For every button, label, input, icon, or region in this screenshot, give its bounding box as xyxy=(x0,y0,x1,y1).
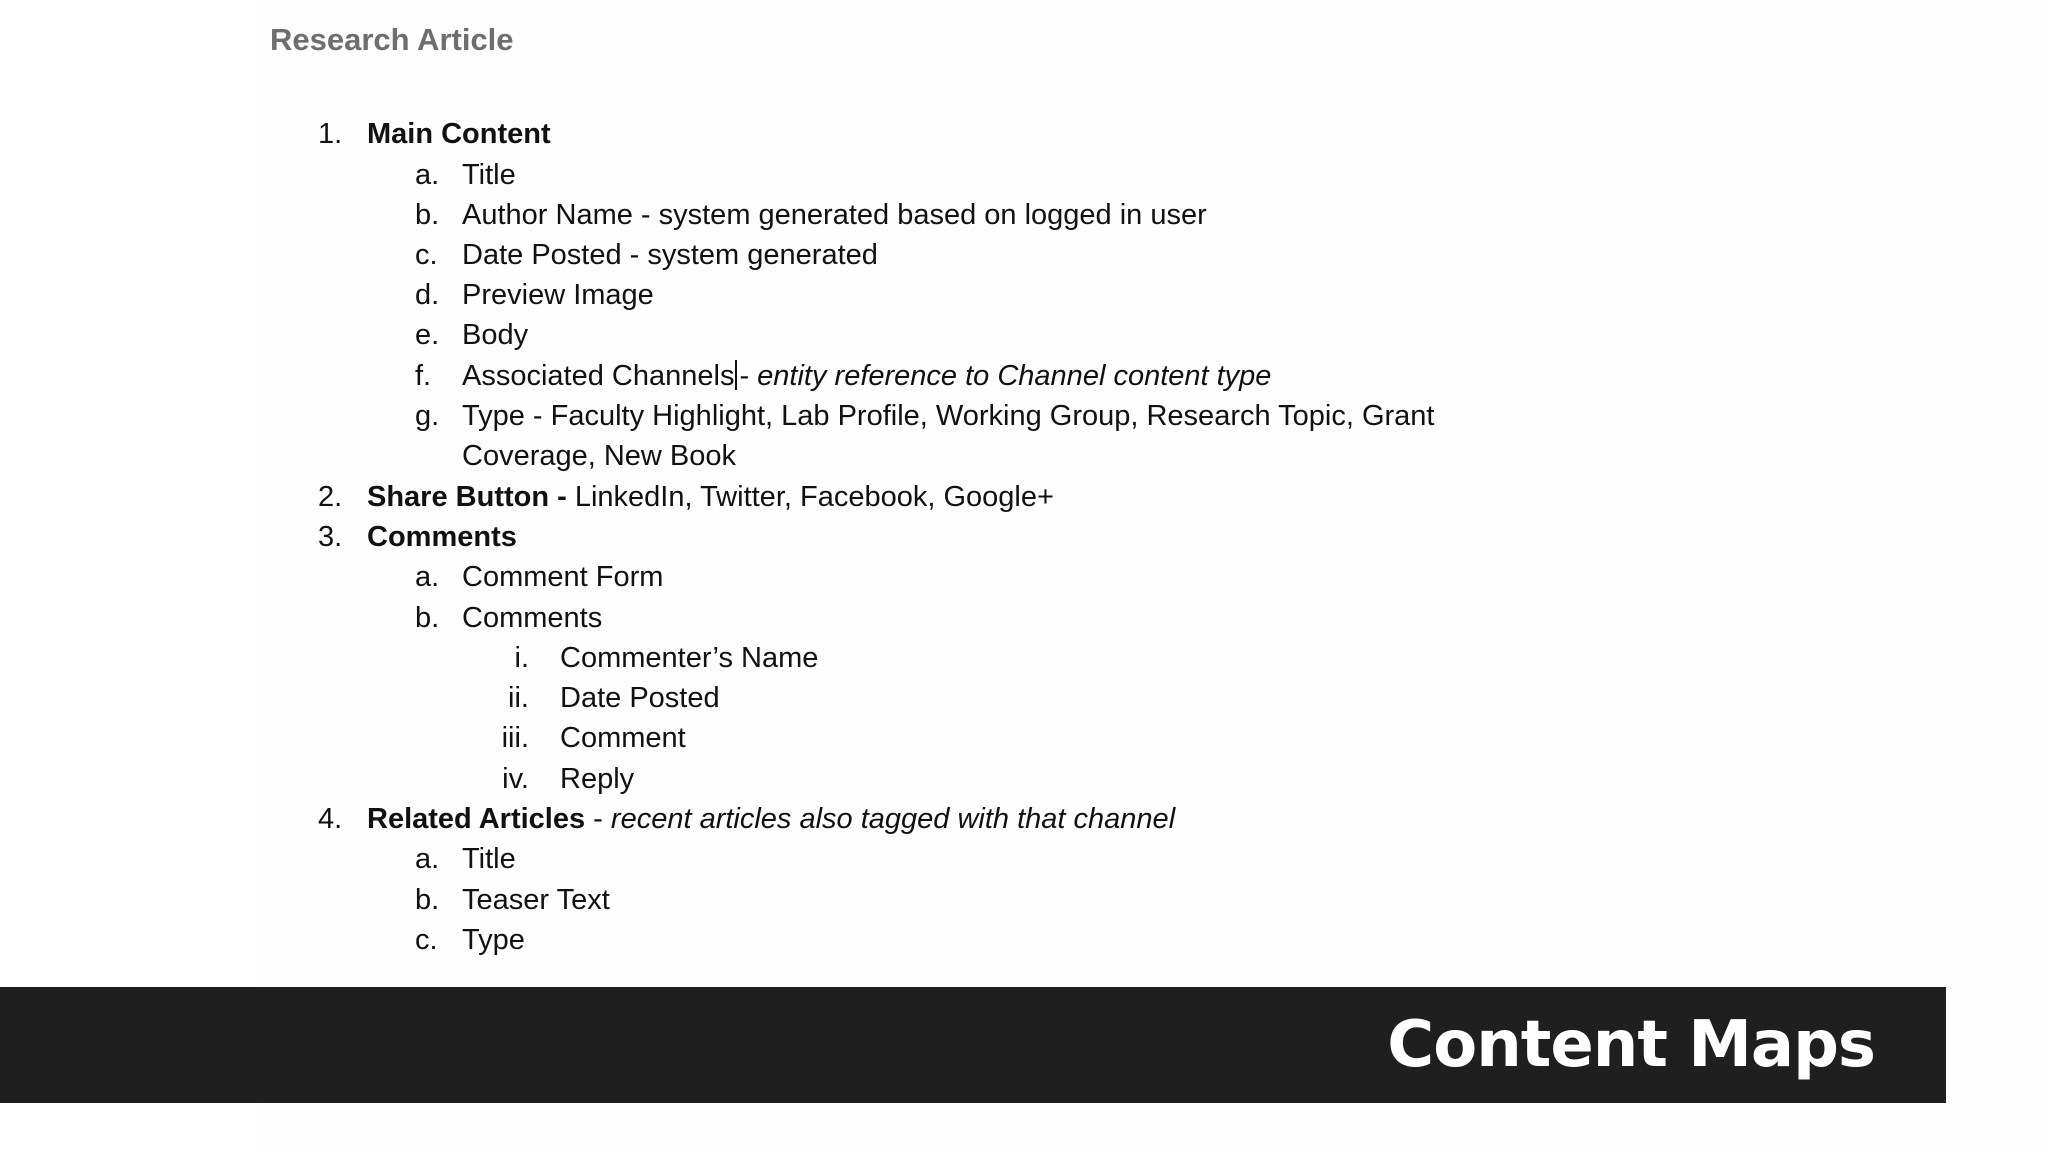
list-item-text: Reply xyxy=(560,763,635,795)
list-marker: 3. xyxy=(318,521,343,553)
list-marker: b. xyxy=(415,602,440,634)
list-marker: iii. xyxy=(501,722,529,754)
list-item-text: Body xyxy=(462,319,529,351)
list-item-text: Date Posted xyxy=(560,682,720,714)
list-marker: iv. xyxy=(502,763,529,795)
list-item-text: Commenter’s Name xyxy=(560,642,819,674)
list-item-text: Associated Channels xyxy=(462,360,735,392)
list-item-text: Author Name - system generated based on logged in user xyxy=(462,199,1207,231)
list-marker: a. xyxy=(415,561,440,593)
list-marker: b. xyxy=(415,199,440,231)
list-marker: b. xyxy=(415,884,440,916)
list-marker: d. xyxy=(415,279,440,311)
list-item-text: Date Posted - system generated xyxy=(462,239,878,271)
list-item-label: Main Content xyxy=(367,118,551,150)
list-marker: ii. xyxy=(508,682,529,714)
list-marker: 1. xyxy=(318,118,343,150)
list-marker: a. xyxy=(415,159,440,191)
list-item-label: Share Button - xyxy=(367,481,567,513)
list-marker: e. xyxy=(415,319,440,351)
slide-title: Content Maps xyxy=(1387,1008,1875,1082)
text-cursor xyxy=(735,360,737,390)
list-marker: 4. xyxy=(318,803,343,835)
list-marker: f. xyxy=(415,360,432,392)
list-item-text: Comments xyxy=(462,602,603,634)
list-item-note: entity reference to Channel content type xyxy=(757,360,1272,392)
list-item-text-group xyxy=(462,356,1271,396)
list-item-text: Title xyxy=(462,159,516,191)
list-item-note: recent articles also tagged with that channel xyxy=(610,803,1176,835)
list-item-text-group xyxy=(367,477,1054,517)
list-item-text: Teaser Text xyxy=(462,884,610,916)
title-banner xyxy=(0,987,1946,1103)
list-item-separator: - xyxy=(739,360,758,392)
list-marker: c. xyxy=(415,239,438,271)
list-item-text: LinkedIn, Twitter, Facebook, Google+ xyxy=(566,481,1054,513)
list-marker: i. xyxy=(514,642,529,674)
list-item-label: Comments xyxy=(367,521,517,553)
list-item-label: Related Articles xyxy=(367,803,586,835)
list-item-text-group xyxy=(367,799,1175,839)
list-item-text: Type xyxy=(462,924,525,956)
list-marker: a. xyxy=(415,843,440,875)
list-item-text: Coverage, New Book xyxy=(462,440,737,472)
document-heading: Research Article xyxy=(270,22,514,57)
list-marker: c. xyxy=(415,924,438,956)
list-item-text: Comment xyxy=(560,722,686,754)
list-item-text: Type - Faculty Highlight, Lab Profile, Working Group, Research Topic, Grant xyxy=(462,400,1435,432)
list-marker: g. xyxy=(415,400,440,432)
list-item-text: Comment Form xyxy=(462,561,664,593)
list-item-separator: - xyxy=(585,803,611,835)
list-item-text: Preview Image xyxy=(462,279,654,311)
list-marker: 2. xyxy=(318,481,343,513)
list-item-text: Title xyxy=(462,843,516,875)
